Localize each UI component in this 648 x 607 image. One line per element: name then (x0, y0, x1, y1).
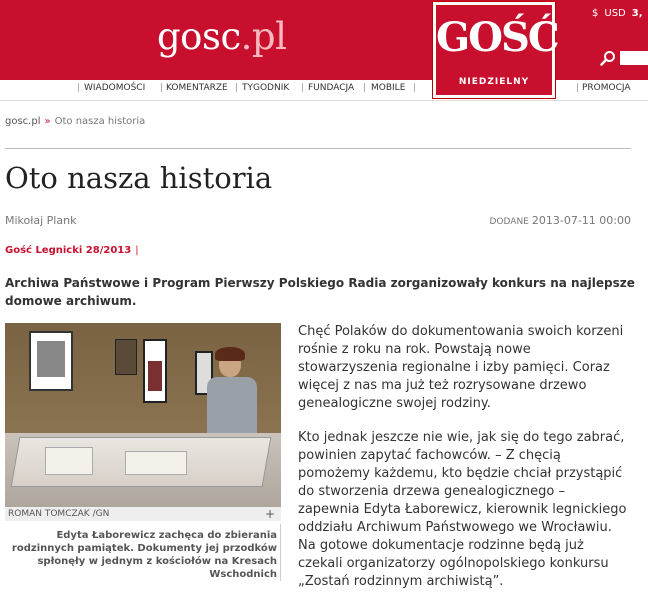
nav-item-komentarze[interactable]: KOMENTARZE (166, 83, 228, 93)
nav-item-wiadomosci[interactable]: WIADOMOŚCI (84, 83, 146, 93)
date-value: 2013-07-11 00:00 (531, 214, 631, 227)
main-nav (0, 80, 648, 101)
photo-credit (5, 507, 281, 521)
photo-caption: Edyta Łaborewicz zachęca do zbierania rodzinnych pamiątek. Dokumenty jej przodków spłonęły w jednym z kościołów na Kresach Wschodnich (11, 530, 277, 580)
article-lead: Archiwa Państwowe i Program Pierwszy Polskiego Radia zorganizowały konkurs na najlepsze domowe archiwum. (5, 276, 635, 308)
breadcrumb (5, 116, 145, 127)
date-label: DODANE (489, 217, 529, 227)
nav-separator: | (301, 83, 305, 93)
nav-item-mobile[interactable]: MOBILE (371, 83, 406, 93)
nav-separator: | (363, 83, 367, 93)
article-body (298, 323, 628, 607)
photo-frame (115, 339, 137, 375)
nav-item-promocja[interactable]: PROMOCJA (582, 83, 631, 93)
nav-separator: | (235, 83, 239, 93)
breadcrumb-home[interactable]: gosc.pl (5, 116, 41, 127)
search-icon[interactable] (600, 50, 616, 66)
photo-credit-text: ROMAN TOMCZAK /GN (8, 509, 110, 519)
article-paragraph: Kto jednak jeszcze nie wie, jak się do tego zabrać, powinien zapytać fachowców. – Z chęcią pomożemy każdemu, kto będzie chciał przystąpić do stworzenia drzewa genealogicznego – zapewnia Edyta Łaborewicz, kierownik legnickiego oddziału Archiwum Państwowego we Wrocławiu. Na gotowe dokumentacje rodzinne będą już czekali organizatorzy ogólnopolskiego konkursu „Zostań rodzinnym archiwistą”. (298, 430, 627, 589)
caption-divider (280, 524, 281, 581)
breadcrumb-separator: » (44, 116, 51, 127)
photo-frame (29, 331, 73, 391)
frame-image (37, 341, 65, 377)
issue-link (5, 245, 139, 256)
nav-separator: | (77, 83, 81, 93)
article-date (490, 214, 632, 227)
search-input[interactable] (620, 51, 648, 65)
case-document (45, 447, 93, 475)
issue-separator: | (135, 245, 139, 256)
case-document (125, 451, 187, 475)
nav-separator: | (413, 83, 417, 93)
gn-logo-subtitle: NIEDZIELNY (458, 77, 530, 87)
nav-separator: | (576, 83, 580, 93)
site-logo-suffix: .pl (240, 15, 287, 58)
gn-logo-title: GOŚĆ (436, 14, 558, 61)
page-title: Oto nasza historia (5, 161, 273, 195)
article-paragraph: Chęć Polaków do dokumentowania swoich korzeni rośnie z roku na rok. Powstają nowe stowarzyszenia regionalne i izby pamięci. Coraz więcej z nas ma już też rozrysowane drzewo genealogiczne swojej rodziny. (298, 324, 624, 411)
frame-image (148, 361, 162, 391)
issue-name[interactable]: Gość Legnicki 28/2013 (5, 245, 132, 256)
currency-symbol: $ (592, 8, 599, 19)
person-hair (215, 347, 245, 361)
nav-item-fundacja[interactable]: FUNDACJA (308, 83, 355, 93)
site-logo[interactable] (157, 14, 286, 60)
divider (5, 148, 631, 149)
nav-separator: | (160, 83, 164, 93)
expand-photo-icon[interactable]: + (264, 507, 275, 521)
site-logo-name: gosc (157, 15, 241, 58)
photo-display-case (5, 433, 281, 507)
breadcrumb-current: Oto nasza historia (54, 116, 146, 127)
photo-frame (143, 339, 167, 403)
currency-ticker (592, 8, 643, 19)
article-author[interactable]: Mikołaj Plank (5, 214, 77, 227)
currency-value: 3, (631, 8, 643, 19)
article-photo[interactable] (5, 323, 281, 507)
currency-code: USD (604, 8, 626, 19)
nav-item-tygodnik[interactable]: TYGODNIK (242, 83, 290, 93)
